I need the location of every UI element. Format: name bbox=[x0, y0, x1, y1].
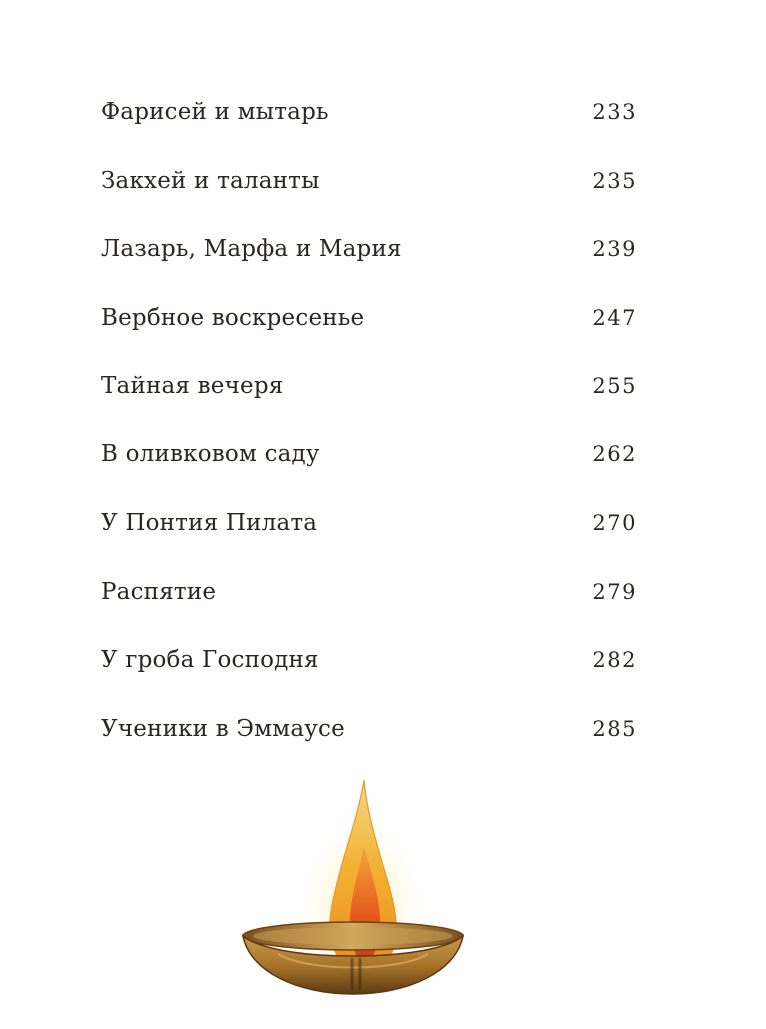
toc-entry[interactable] bbox=[101, 715, 641, 755]
toc-entry-page: 282 bbox=[592, 648, 637, 672]
toc-entry-page: 233 bbox=[592, 100, 637, 124]
toc-entry[interactable] bbox=[101, 98, 641, 138]
toc-entry[interactable] bbox=[101, 304, 641, 344]
toc-entry-title: Вербное воскресенье bbox=[101, 305, 365, 331]
toc-entry-title: В оливковом саду bbox=[101, 441, 320, 467]
toc-entry-title: Закхей и таланты bbox=[101, 168, 320, 194]
toc-entry[interactable] bbox=[101, 440, 641, 480]
toc-entry-title: У Понтия Пилата bbox=[101, 510, 318, 536]
toc-entry-page: 270 bbox=[592, 511, 637, 535]
toc-entry[interactable] bbox=[101, 235, 641, 275]
toc-entry-title: Ученики в Эммаусе bbox=[101, 716, 345, 742]
toc-entry[interactable] bbox=[101, 578, 641, 618]
toc-entry-title: Лазарь, Марфа и Мария bbox=[101, 236, 402, 262]
toc-entry[interactable] bbox=[101, 167, 641, 207]
toc-entry-page: 285 bbox=[592, 717, 637, 741]
toc-entry-page: 279 bbox=[592, 580, 637, 604]
bowl-opening bbox=[253, 927, 453, 945]
toc-entry[interactable] bbox=[101, 509, 641, 549]
toc-entry[interactable] bbox=[101, 646, 641, 686]
toc-entry-page: 235 bbox=[592, 169, 637, 193]
oil-lamp-icon bbox=[238, 776, 468, 1006]
toc-entry-title: У гроба Господня bbox=[101, 647, 319, 673]
toc-entry-page: 239 bbox=[592, 237, 637, 261]
toc-entry-title: Распятие bbox=[101, 579, 217, 605]
toc-entry-page: 255 bbox=[592, 374, 637, 398]
toc-entry-title: Тайная вечеря bbox=[101, 373, 284, 399]
toc-entry[interactable] bbox=[101, 372, 641, 412]
toc-entry-page: 262 bbox=[592, 442, 637, 466]
toc-entry-page: 247 bbox=[592, 306, 637, 330]
toc-entry-title: Фарисей и мытарь bbox=[101, 99, 329, 125]
